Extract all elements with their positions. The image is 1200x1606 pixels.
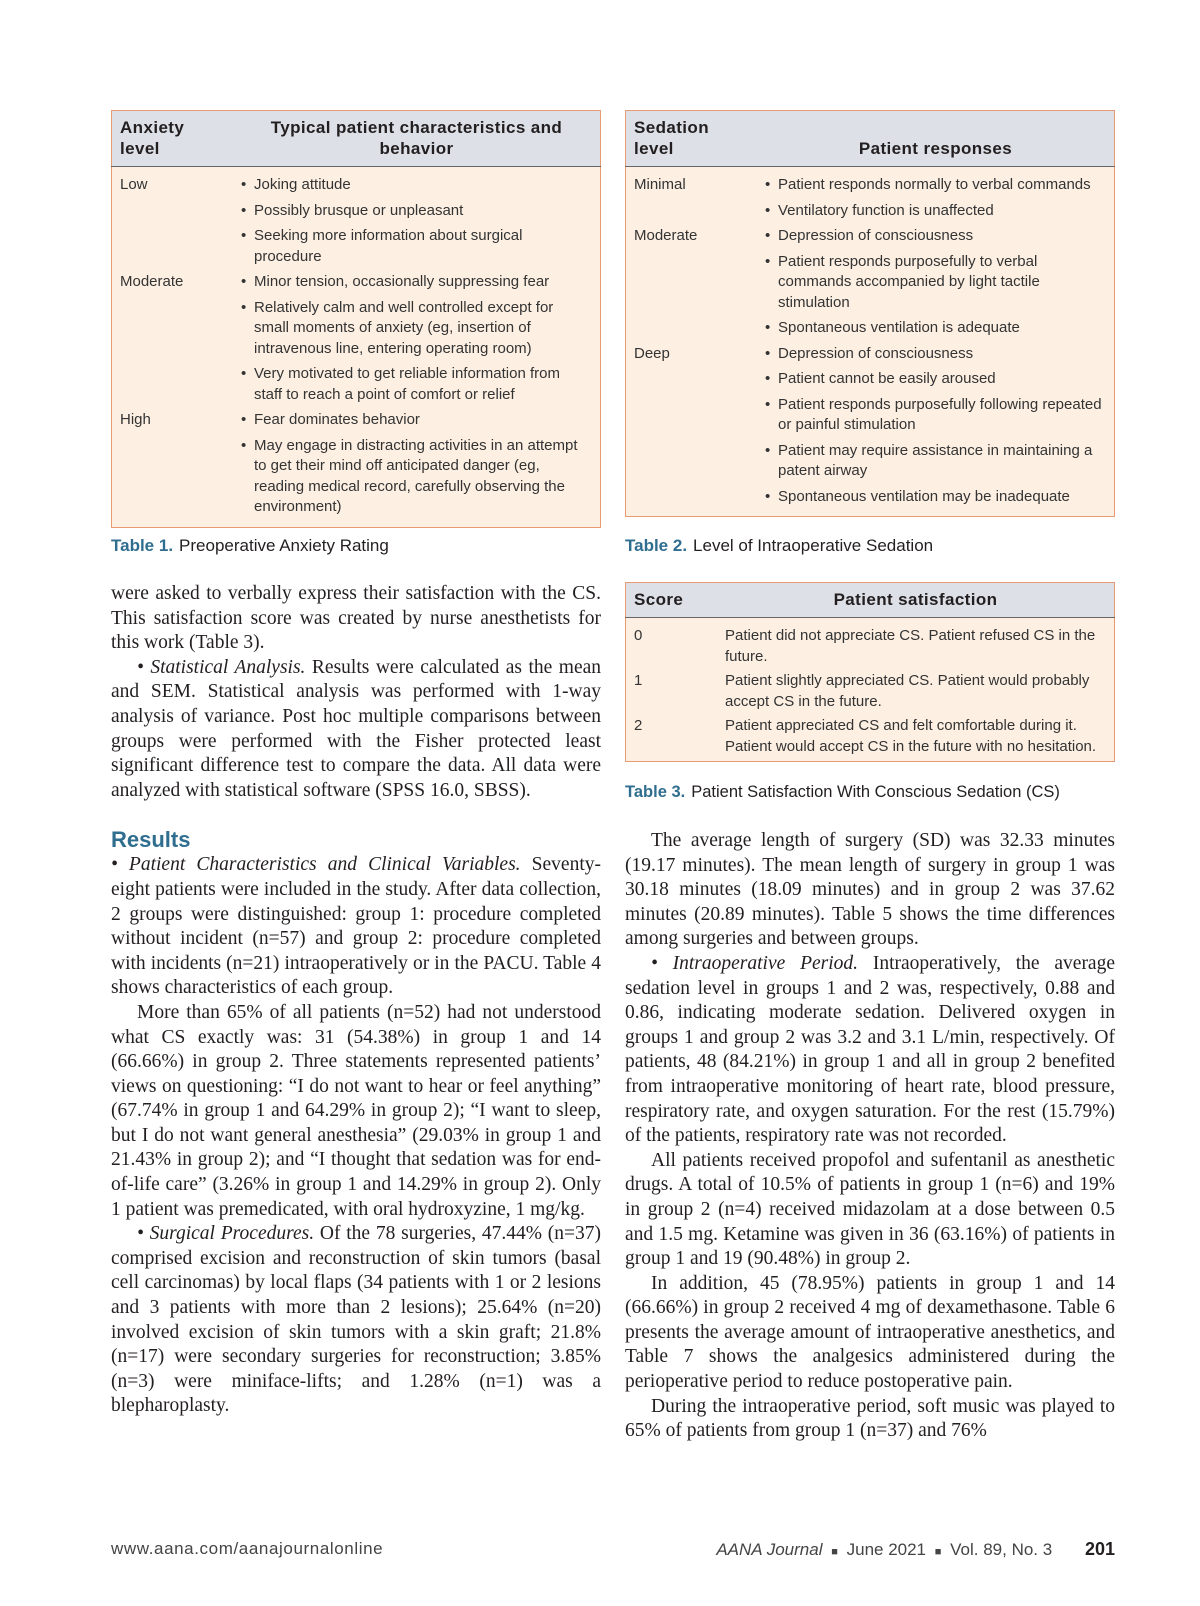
bullet-item (241, 272, 592, 293)
paragraph (625, 952, 1115, 1149)
table-2-caption-text: Level of Intraoperative Sedation (693, 536, 934, 555)
bullet-icon: • (241, 298, 247, 316)
bullet-item (765, 318, 1106, 339)
table-3-body (626, 618, 1115, 762)
bullet-icon: • (241, 176, 247, 193)
table-2-caption (625, 536, 933, 556)
bullet-icon: • (765, 395, 771, 413)
level-cell: High (120, 411, 151, 428)
satisfaction-cell: Patient did not appreciate CS. Patient refused CS in the future. (725, 627, 1096, 665)
bullet-item (765, 201, 1106, 222)
bullet-item (241, 226, 592, 267)
bullet-text: Joking attitude (254, 176, 351, 193)
bullet-item (765, 175, 1106, 196)
paragraph-text: Seventy-eight patients were included in the study. After data collection, 2 groups were distinguished: group 1: procedure completed without incident (n=57) and group 2: procedure completed with incidents (n=21) intraoperatively or in the PACU. Table 4 shows characteristics of each group. (111, 854, 601, 999)
bullet-icon: • (765, 344, 771, 362)
paragraph: were asked to verbally express their satisfaction with the CS. This satisfaction score was created by nurse anesthetists for this work (Table 3). (111, 583, 601, 654)
left-body-text (111, 582, 601, 1419)
level-cell: Minimal (634, 176, 686, 193)
bullet-icon: • (241, 411, 247, 428)
table-1-caption (111, 536, 389, 556)
subheading: • Patient Characteristics and Clinical Variables. (111, 854, 521, 876)
bullet-item (241, 410, 592, 431)
bullet-icon: • (765, 176, 771, 193)
bullet-item (241, 436, 592, 518)
bullet-icon: • (241, 201, 247, 219)
bullet-item (765, 487, 1106, 508)
bullet-text: Very motivated to get reliable information from staff to reach a point of comfort or relief (254, 365, 560, 403)
journal-name: AANA Journal (716, 1540, 823, 1559)
bullet-text: Fear dominates behavior (254, 411, 420, 428)
bullet-text: Spontaneous ventilation is adequate (778, 319, 1020, 336)
bullet-icon: • (765, 370, 771, 387)
bullet-text: Depression of consciousness (778, 344, 974, 362)
bullet-text: Seeking more information about surgical procedure (254, 227, 523, 265)
bullet-icon: • (241, 273, 247, 290)
separator: ■ (831, 1546, 838, 1558)
table-3-header-score: Score (626, 583, 718, 618)
level-cell: Moderate (634, 227, 698, 244)
items-cell (233, 272, 601, 410)
paragraph: All patients received propofol and sufentanil as anesthetic drugs. A total of 10.5% of patients in group 1 (n=6) and 19% in group 2 (n=4) received midazolam at a dose between 0.5 and 1.5 mg. Ketamine was given in 36 (63.16%) of patients in group 1 and 19 (90.48%) in group 2. (625, 1149, 1115, 1270)
table-2-header-level: Sedation level (626, 111, 758, 167)
bullet-item (241, 201, 592, 222)
bullet-text: Possibly brusque or unpleasant (254, 201, 464, 219)
bullet-item (241, 364, 592, 405)
bullet-text: May engage in distracting activities in an attempt to get their mind off anticipated danger (eg, reading medical record, carefully observing the environment) (254, 436, 578, 515)
table-3 (625, 582, 1115, 762)
bullet-icon: • (765, 252, 771, 270)
paragraph-text: Of the 78 surgeries, 47.44% (n=37) comprised excision and reconstruction of skin tumors (basal cell carcinomas) by local flaps (34 patients with 1 or 2 lesions and 3 patients with more than 2 lesions); 25.64% (n=20) involved excision of skin tumors with a skin graft; 21.8% (n=17) were secondary surgeries for reconstruction; 3.85% (n=3) were miniface-lifts; and 1.28% (n=1) was a blepharoplasty. (111, 1223, 602, 1417)
bullet-icon: • (765, 319, 771, 336)
table-1-header-desc: Typical patient characteristics and behavior (233, 111, 601, 167)
table-2-body (626, 167, 1115, 517)
issue-date: June 2021 (846, 1540, 927, 1559)
right-body-text (625, 829, 1115, 1444)
footer-citation (716, 1539, 1115, 1560)
bullet-text: Relatively calm and well controlled except for small moments of anxiety (eg, insertion of intravenous line, entering operating room) (254, 298, 554, 357)
paragraph: In addition, 45 (78.95%) patients in group 1 and 14 (66.66%) in group 2 received 4 mg of dexamethasone. Table 6 presents the average amount of intraoperative anesthetics, and Table 7 shows the analgesics administered during the perioperative period to reduce postoperative pain. (625, 1272, 1115, 1393)
bullet-text: Patient may require assistance in maintaining a patent airway (778, 441, 1093, 479)
table-row (626, 618, 1115, 668)
table-1-header-level: Anxiety level (112, 111, 234, 167)
bullet-icon: • (765, 441, 771, 459)
items-cell (757, 226, 1115, 344)
table-2-header-desc: Patient responses (757, 111, 1115, 167)
subheading: • Statistical Analysis. (137, 656, 306, 678)
table-2 (625, 110, 1115, 517)
bullet-text: Depression of consciousness (778, 227, 974, 244)
items-cell (233, 410, 601, 527)
bullet-text: Patient responds normally to verbal commands (778, 176, 1091, 193)
subheading: • Intraoperative Period. (651, 952, 859, 974)
paragraph: During the intraoperative period, soft music was played to 65% of patients from group 1 (n=37) and 76% (625, 1395, 1115, 1442)
bullet-text: Patient responds purposefully following repeated or painful stimulation (778, 395, 1102, 433)
table-row (112, 272, 601, 410)
paragraph-text: Results were calculated as the mean and SEM. Statistical analysis was performed with 1-way analysis of variance. Post hoc multiple comparisons between groups were performed with the Fisher protected least significant difference test to compare the data. All data were analyzed with statistical software (SPSS 16.0, SBSS). (111, 656, 602, 801)
bullet-text: Spontaneous ventilation may be inadequate (778, 487, 1070, 505)
bullet-icon: • (765, 227, 771, 244)
bullet-item (765, 369, 1106, 390)
score-cell: 1 (634, 672, 643, 689)
results-heading: Results (111, 827, 191, 853)
table-3-header-desc: Patient satisfaction (717, 583, 1115, 618)
table-3-caption (625, 783, 1060, 802)
table-row (626, 167, 1115, 227)
table-row (626, 226, 1115, 344)
table-row (112, 167, 601, 273)
bullet-item (765, 252, 1106, 314)
table-row (626, 712, 1115, 762)
paragraph (111, 853, 601, 1001)
table-1-caption-number: Table 1. (111, 536, 174, 555)
table-row (626, 667, 1115, 712)
satisfaction-cell: Patient slightly appreciated CS. Patient would probably accept CS in the future. (725, 672, 1090, 710)
bullet-text: Patient responds purposefully to verbal commands accompanied by light tactile stimulation (778, 252, 1040, 311)
level-cell: Deep (634, 344, 670, 362)
table-2-caption-number: Table 2. (625, 536, 688, 555)
bullet-item (765, 441, 1106, 482)
subheading: • Surgical Procedures. (137, 1223, 315, 1245)
bullet-text: Ventilatory function is unaffected (778, 201, 994, 219)
bullet-icon: • (765, 487, 771, 505)
table-1-caption-text: Preoperative Anxiety Rating (179, 536, 389, 555)
volume: Vol. 89, No. 3 (950, 1540, 1053, 1559)
satisfaction-cell: Patient appreciated CS and felt comfortable during it. Patient would accept CS in the future with no hesitation. (725, 717, 1097, 755)
bullet-text: Minor tension, occasionally suppressing fear (254, 273, 550, 290)
level-cell: Low (120, 176, 148, 193)
page-number: 201 (1084, 1539, 1115, 1559)
table-row (626, 344, 1115, 517)
bullet-item (765, 395, 1106, 436)
separator: ■ (934, 1546, 942, 1558)
bullet-item (241, 175, 592, 196)
paragraph-text: Intraoperatively, the average sedation level in groups 1 and 2 was, respectively, 0.88 and 0.86, indicating moderate sedation. Delivered oxygen in groups 1 and group 2 was 3.2 and 3.1 L/min, respectively. Of patients, 48 (84.21%) in group 1 and all in group 2 benefited from intraoperative monitoring of heart rate, blood pressure, respiratory rate, and oxygen saturation. For the rest (15.79%) of the patients, respiratory rate was not recorded. (625, 952, 1115, 1147)
footer-url: www.aana.com/aanajournalonline (111, 1539, 384, 1558)
score-cell: 2 (634, 717, 643, 734)
bullet-icon: • (241, 436, 247, 454)
paragraph (111, 1222, 601, 1419)
items-cell (757, 167, 1115, 227)
table-1 (111, 110, 601, 528)
table-1-body (112, 167, 601, 528)
table-row (112, 410, 601, 527)
bullet-icon: • (765, 201, 771, 219)
table-3-caption-number: Table 3. (625, 783, 686, 801)
bullet-item (241, 298, 592, 360)
table-3-caption-text: Patient Satisfaction With Conscious Sedation (CS) (691, 783, 1060, 801)
bullet-text: Patient cannot be easily aroused (778, 370, 996, 387)
items-cell (233, 167, 601, 273)
items-cell (757, 344, 1115, 517)
paragraph: The average length of surgery (SD) was 32.33 minutes (19.17 minutes). The mean length of surgery in group 1 was 30.18 minutes (18.09 minutes) and in group 2 was 37.62 minutes (20.89 minutes). Table 5 shows the time differences among surgeries and between groups. (625, 830, 1115, 950)
bullet-icon: • (241, 227, 247, 244)
paragraph (111, 656, 601, 804)
score-cell: 0 (634, 627, 643, 644)
bullet-item (765, 344, 1106, 365)
bullet-item (765, 226, 1106, 247)
level-cell: Moderate (120, 273, 184, 290)
bullet-icon: • (241, 365, 247, 382)
paragraph: More than 65% of all patients (n=52) had not understood what CS exactly was: 31 (54.38%) in group 1 and 14 (66.66%) in group 2. Three statements represented patients’ views on questioning: “I do not want to hear or feel anything” (67.74% in group 1 and 64.29% in group 2); “I want to sleep, but I do not want general anesthesia” (29.03% in group 1 and 21.43% in group 2); and “I thought that sedation was for end-of-life care” (3.26% in group 1 and 14.29% in group 2). Only 1 patient was premedicated, with oral hydroxyzine, 1 mg/kg. (111, 1001, 601, 1220)
